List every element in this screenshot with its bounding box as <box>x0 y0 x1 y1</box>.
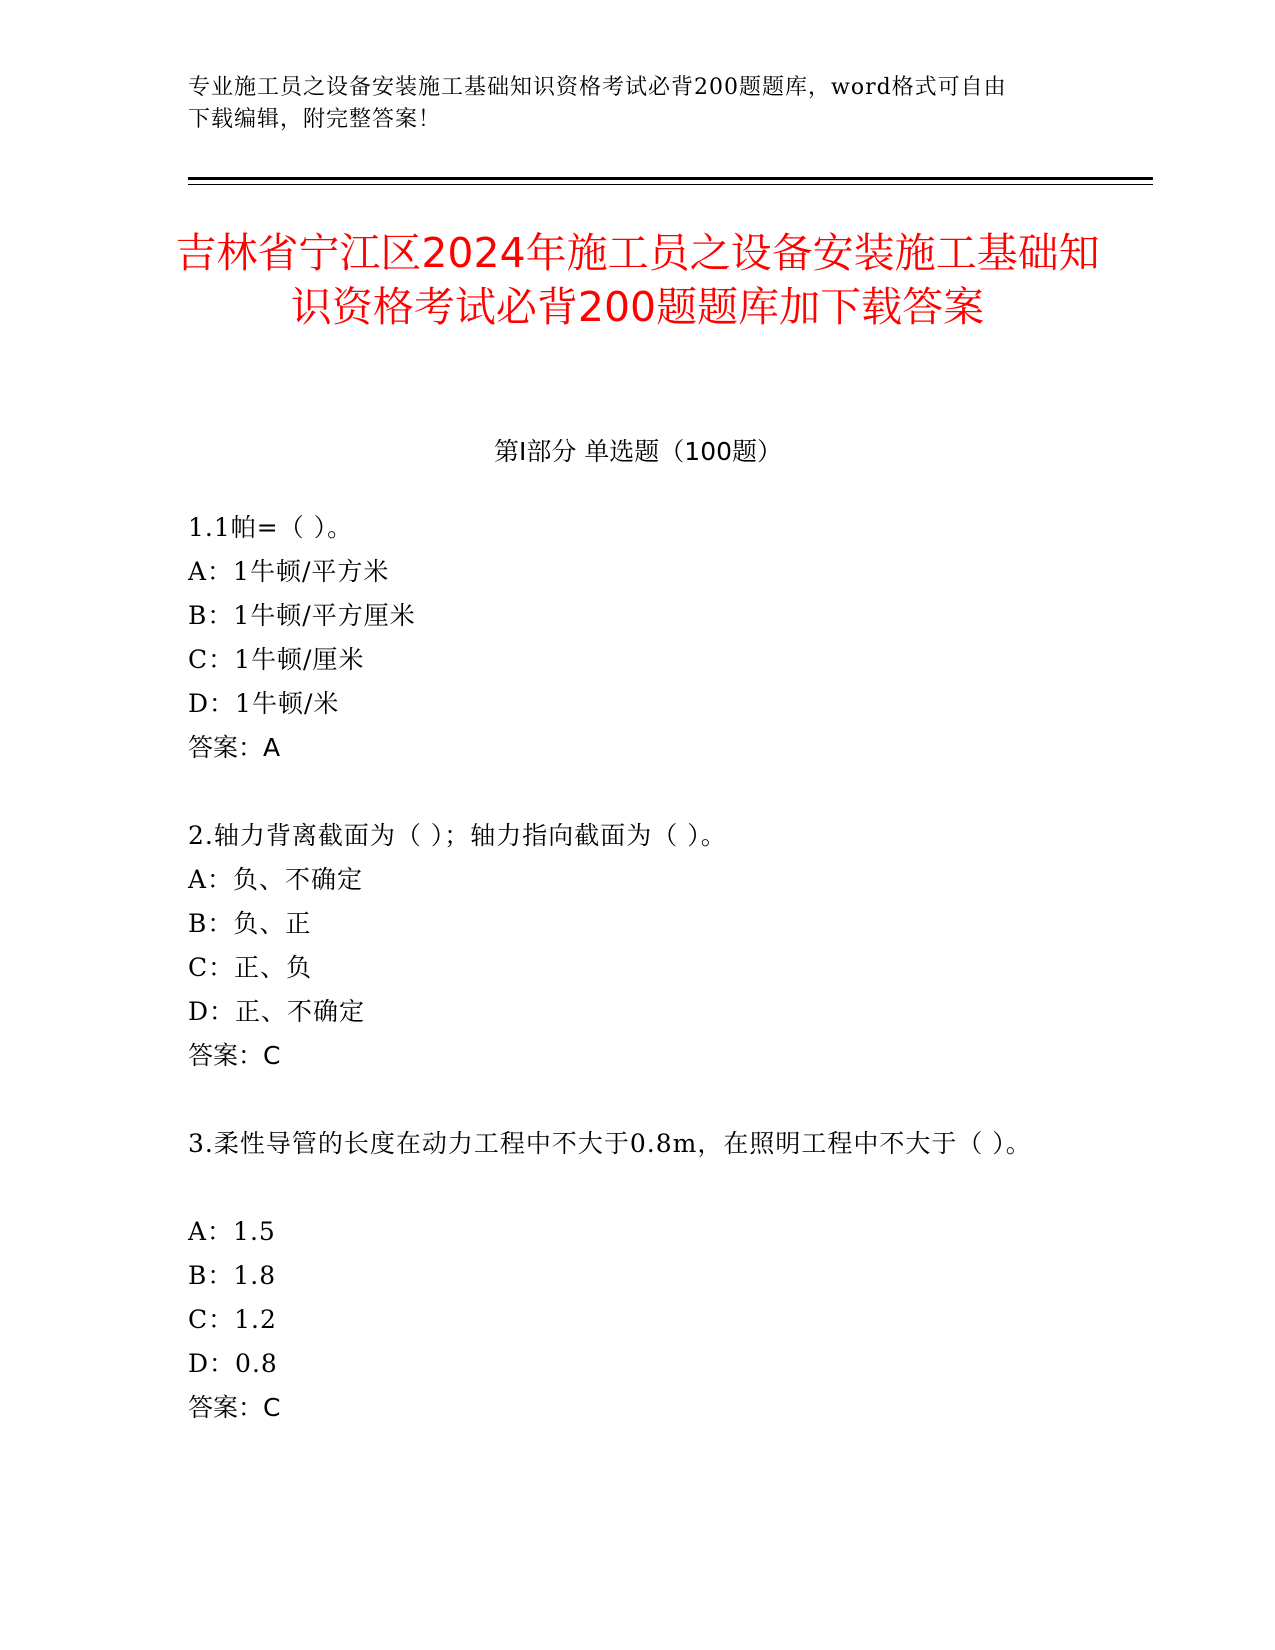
question-1-option-b: B：1牛顿/平方厘米 <box>188 601 416 630</box>
document-title: 吉林省宁江区2024年施工员之设备安装施工基础知识资格考试必背200题题库加下载答案 <box>175 229 1100 331</box>
question-3-option-d: D：0.8 <box>188 1349 278 1378</box>
question-2-answer: 答案：C <box>188 1041 281 1070</box>
question-2-option-b: B：负、正 <box>188 909 312 938</box>
question-2-stem: 2.轴力背离截面为（ ）；轴力指向截面为（ ）。 <box>188 821 727 850</box>
question-1-answer: 答案：A <box>188 733 281 762</box>
question-2-option-c: C：正、负 <box>188 953 313 982</box>
section-heading: 第Ⅰ部分 单选题（100题） <box>493 437 783 466</box>
question-2-option-a: A：负、不确定 <box>188 865 364 894</box>
question-1-option-a: A：1牛顿/平方米 <box>188 557 390 586</box>
header-note: 专业施工员之设备安装施工基础知识资格考试必背200题题库，word格式可自由 下载编辑，附完整答案！ <box>188 75 1007 132</box>
question-1-stem: 1.1帕=（ ）。 <box>188 513 354 542</box>
question-3-option-b: B：1.8 <box>188 1261 277 1290</box>
header-divider-thick <box>188 177 1153 180</box>
question-3-option-a: A：1.5 <box>188 1217 276 1246</box>
header-divider-thin <box>188 184 1153 185</box>
question-3-stem: 3.柔性导管的长度在动力工程中不大于0.8m，在照明工程中不大于（ ）。 <box>188 1129 1032 1158</box>
question-3-option-c: C：1.2 <box>188 1305 277 1334</box>
question-2-option-d: D：正、不确定 <box>188 997 366 1026</box>
question-1-option-c: C：1牛顿/厘米 <box>188 645 365 674</box>
question-3-answer: 答案：C <box>188 1393 281 1422</box>
question-1-option-d: D：1牛顿/米 <box>188 689 340 718</box>
